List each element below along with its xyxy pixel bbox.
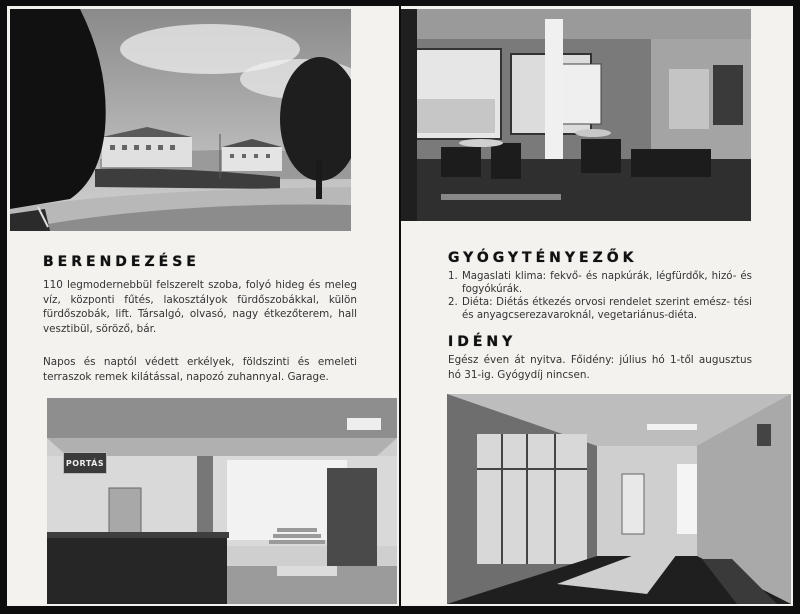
right-page [401, 6, 793, 606]
season-paragraph: Egész éven át nyitva. Főidény: július hó 1-től augusztus hó 31-ig. Gyógydíj nincsen. [448, 354, 752, 381]
list-item [448, 296, 752, 322]
list-item-text: Magaslati klima: fekvő- és napkúrák, légfürdők, hizó- és fogyókúrák. [462, 271, 752, 295]
list-item [448, 270, 752, 296]
terraces-paragraph: Napos és naptól védett erkélyek, földszinti és emeleti terraszok remek kilátással, napozó zuhannyal. Garage. [43, 356, 357, 383]
photo-corridor [447, 394, 791, 604]
list-item-text: Diéta: Diétás étkezés orvosi rendelet szerint emész- tési és anyagcserezavaroknál, vegetariánus-diéta. [462, 297, 752, 321]
photo-lobby [47, 398, 397, 604]
treatment-factors-list [448, 270, 752, 322]
hotel-exterior-image [10, 9, 351, 231]
section-title-gyogytenyezok: GYÓGYTÉNYEZŐK [448, 250, 638, 266]
photo-hotel-exterior [10, 9, 351, 231]
corridor-image [447, 394, 791, 604]
left-page [7, 6, 399, 606]
facilities-paragraph: 110 legmodernebbül felszerelt szoba, folyó hideg és meleg víz, központi fűtés, lakosztályok fürdőszobákkal, külön fürdőszobák, lift. Társalgó, olvasó, nagy étkezőterem, hall vesztibül, söröző, bár. [43, 279, 357, 335]
list-item-number: 1. [448, 271, 458, 282]
lobby-image [47, 398, 397, 604]
section-title-ideny: IDÉNY [448, 334, 517, 350]
photo-lounge [401, 9, 751, 221]
list-item-number: 2. [448, 297, 458, 308]
section-title-berendezese: BERENDEZÉSE [43, 254, 200, 270]
lounge-image [401, 9, 751, 221]
lobby-sign-portas: PORTÁS [63, 452, 107, 474]
